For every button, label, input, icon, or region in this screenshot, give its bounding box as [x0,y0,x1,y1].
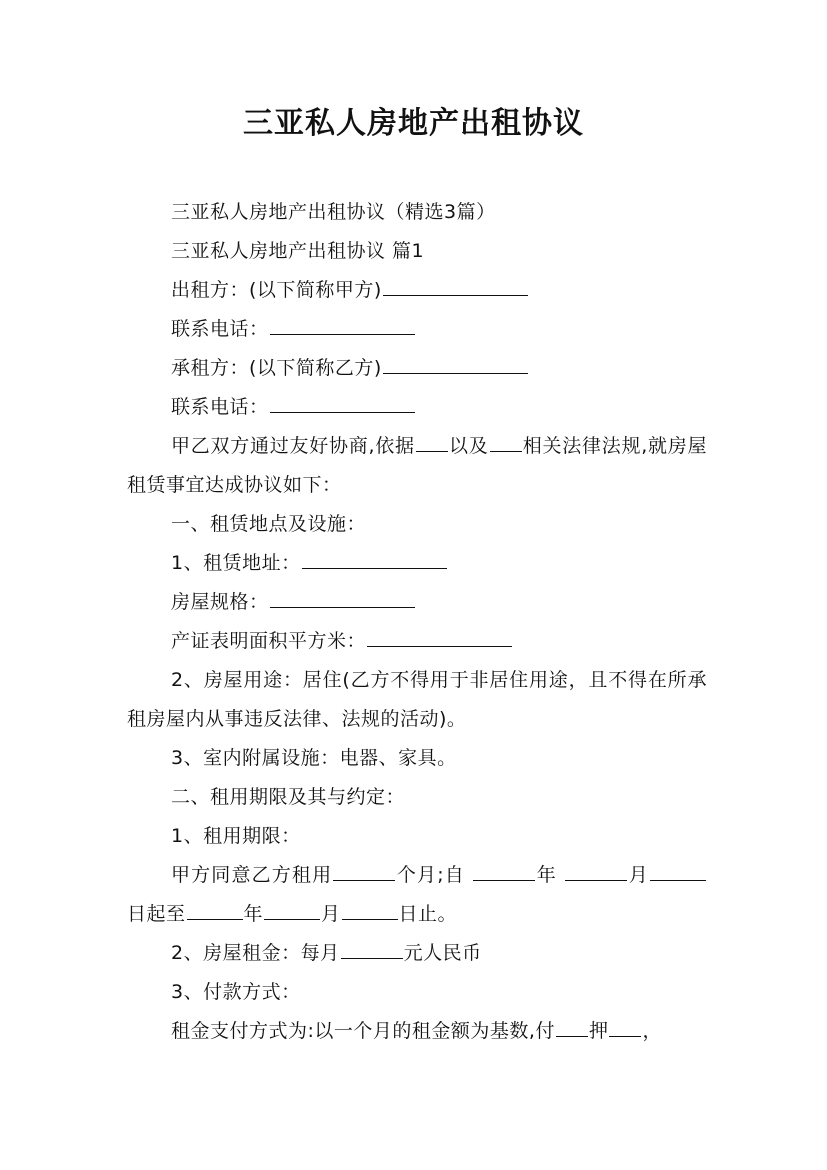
paragraph-section-heading: 三亚私人房地产出租协议 篇1 [171,240,425,262]
document-body [127,193,707,1051]
address-label: 1、租赁地址： [171,552,301,574]
lessee-phone-label: 联系电话： [171,396,269,418]
term-text-c: 年 [536,864,557,886]
paragraph-subtitle: 三亚私人房地产出租协议（精选3篇） [171,201,496,223]
law-blank-1 [416,427,448,452]
intro-text-c: 相关法律法规,就房屋租赁事宜达成协议如下： [127,435,707,496]
end-year-blank [187,895,243,920]
paragraph-term-detail [127,856,707,934]
paragraph-section-two: 二、租用期限及其与约定： [171,786,406,808]
pay-blank [556,1012,588,1037]
term-text-h: 日止。 [398,903,458,925]
paragraph-facilities: 3、室内附属设施：电器、家具。 [171,747,457,769]
paragraph-lessor-phone [127,310,707,349]
paragraph-term-heading: 1、租用期限： [171,825,301,847]
paragraph-lessor [127,271,707,310]
paragraph-lessee [127,349,707,388]
paragraph-lessee-phone [127,388,707,427]
months-blank [333,856,395,881]
paragraph-payment-detail [127,1012,707,1051]
payment-text-c: ， [642,1020,662,1042]
lessor-blank [383,271,528,296]
paragraph-section-one: 一、租赁地点及设施： [171,513,367,535]
intro-text-a: 甲乙双方通过友好协商,依据 [171,435,415,457]
area-label: 产证表明面积平方米： [171,630,367,652]
address-blank [302,544,447,569]
lessee-phone-blank [270,388,415,413]
rent-text-b: 元人民币 [403,942,482,964]
paragraph-spec [127,583,707,622]
lessee-blank [383,349,528,374]
paragraph-address [127,544,707,583]
lessor-phone-label: 联系电话： [171,318,269,340]
intro-text-b: 以及 [448,435,489,457]
lessor-phone-blank [270,310,415,335]
term-text-f: 年 [243,903,264,925]
payment-text-b: 押 [588,1020,609,1042]
term-text-b: 个月;自 [396,864,465,886]
lessee-label: 承租方：(以下简称乙方) [171,357,382,379]
area-blank [367,622,512,647]
term-text-e: 日起至 [127,903,186,925]
lessor-label: 出租方：(以下简称甲方) [171,279,382,301]
document-title: 三亚私人房地产出租协议 [243,106,584,141]
term-text-a: 甲方同意乙方租用 [171,864,333,886]
paragraph-rent [127,934,707,973]
start-year-blank [473,856,535,881]
law-blank-2 [490,427,522,452]
paragraph-agreement-intro [127,427,707,505]
paragraph-area [127,622,707,661]
term-text-g: 月 [321,903,341,925]
paragraph-payment-heading: 3、付款方式： [171,981,301,1003]
rent-text-a: 2、房屋租金：每月 [171,942,340,964]
payment-text-a: 租金支付方式为:以一个月的租金额为基数,付 [171,1020,555,1042]
rent-blank [341,934,403,959]
paragraph-usage: 2、房屋用途：居住(乙方不得用于非居住用途，且不得在所承租房屋内从事违反法律、法规的活动)。 [127,669,707,730]
deposit-blank [609,1012,641,1037]
end-day-blank [342,895,398,920]
spec-label: 房屋规格： [171,591,269,613]
start-day-blank [650,856,706,881]
end-month-blank [264,895,320,920]
term-text-d: 月 [628,864,649,886]
spec-blank [270,583,415,608]
start-month-blank [565,856,627,881]
